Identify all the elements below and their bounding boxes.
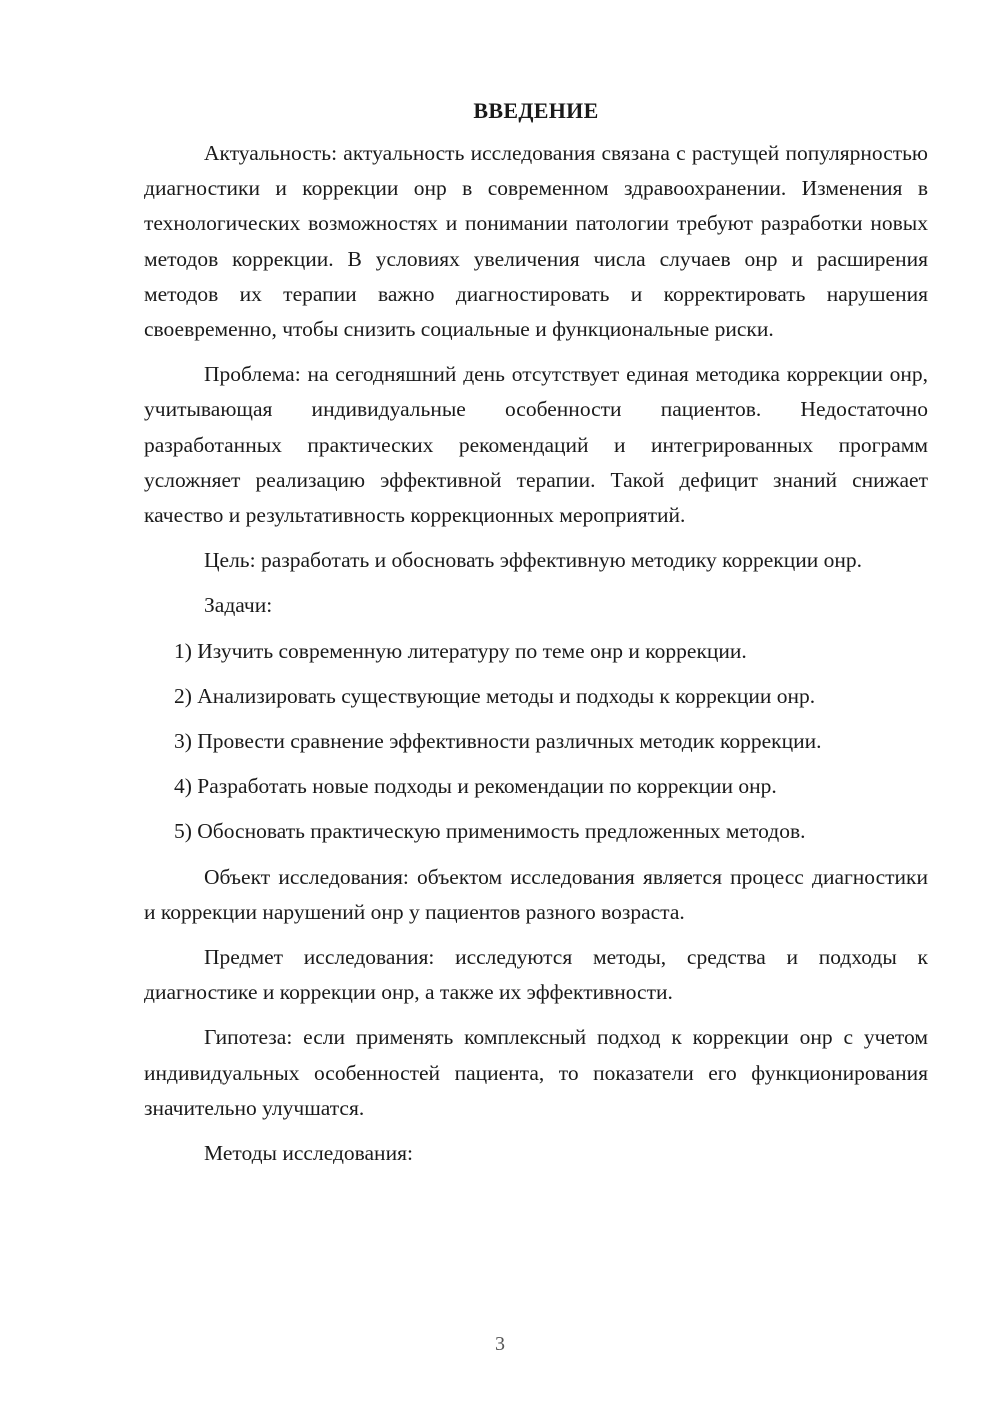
tasks-heading: Задачи:: [204, 593, 273, 618]
list-item: 3) Провести сравнение эффективности различных методик коррекции.: [174, 729, 822, 754]
list-item: 2) Анализировать существующие методы и подходы к коррекции онр.: [174, 683, 816, 708]
page-title: ВВЕДЕНИЕ: [473, 98, 599, 123]
paragraph-problem: Проблема: на сегодняшний день отсутствует единая методика коррекции онр, учитывающая индивидуальные особенности пациентов. Недостаточно разработанных практических рекомендаций и интегрированных программ усложняет реализацию эффективной терапии. Такой дефицит знаний снижает качество и результативность коррекционных мероприятий.: [144, 362, 928, 528]
page-number: 3: [495, 1333, 505, 1355]
document-body: [144, 96, 928, 1181]
paragraph-object: Объект исследования: объектом исследования является процесс диагностики и коррекции нарушений онр у пациентов разного возраста.: [144, 864, 928, 924]
paragraph-subject: Предмет исследования: исследуются методы, средства и подходы к диагностике и коррекции онр, а также их эффективности.: [144, 945, 928, 1005]
paragraph-hypothesis: Гипотеза: если применять комплексный подход к коррекции онр с учетом индивидуальных особенностей пациента, то показатели его функционирования значительно улучшатся.: [144, 1025, 928, 1120]
list-item: 1) Изучить современную литературу по теме онр и коррекции.: [174, 638, 747, 663]
paragraph-relevance: Актуальность: актуальность исследования связана с растущей популярностью диагностики и коррекции онр в современном здравоохранении. Изменения в технологических возможностях и понимании патологии требуют разработки новых методов коррекции. В условиях увеличения числа случаев онр и расширения методов их терапии важно диагностировать и корректировать нарушения своевременно, чтобы снизить социальные и функциональные риски.: [144, 141, 928, 342]
methods-heading: Методы исследования:: [204, 1141, 413, 1166]
list-item: 4) Разработать новые подходы и рекомендации по коррекции онр.: [174, 774, 777, 799]
list-item: 5) Обосновать практическую применимость предложенных методов.: [174, 819, 806, 844]
paragraph-goal: Цель: разработать и обосновать эффективную методику коррекции онр.: [204, 548, 862, 573]
